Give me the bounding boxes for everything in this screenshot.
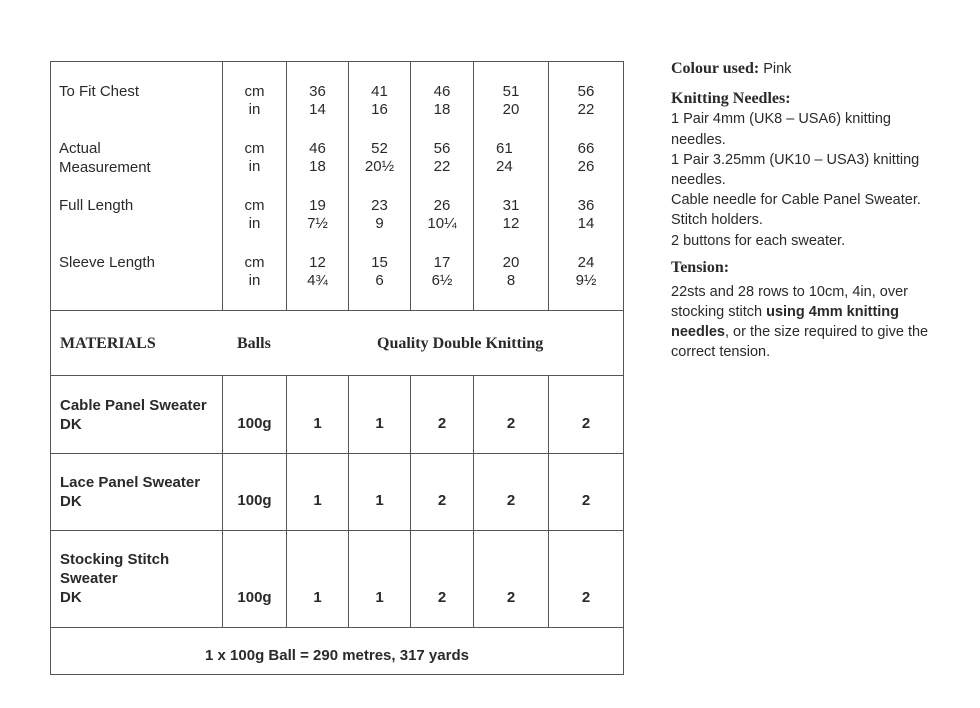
unit-in: in [248, 272, 261, 289]
size-value: 46 [309, 140, 326, 157]
colour-label: Colour used: [671, 60, 760, 77]
ball-count: 1 [375, 589, 384, 606]
size-value: 6½ [431, 272, 453, 289]
materials-heading: MATERIALS [60, 335, 156, 352]
size-value: 19 [309, 197, 326, 214]
ball-weight: 100g [237, 415, 272, 432]
yarn-row-name: Sweater [60, 570, 118, 587]
size-value: 26 [433, 197, 451, 214]
yarn-row-name: Stocking Stitch [60, 551, 170, 568]
colour-value: Pink [763, 61, 792, 77]
ball-count: 2 [506, 492, 516, 509]
ball-count: 2 [581, 415, 591, 432]
tension-heading: Tension: [671, 259, 730, 276]
size-value: 66 [577, 140, 595, 157]
tension-line: 22sts and 28 rows to 10cm, 4in, over [671, 284, 908, 300]
balls-heading: Balls [237, 335, 271, 352]
unit-cm: cm [244, 83, 265, 100]
size-value: 36 [309, 83, 326, 100]
size-value: 15 [371, 254, 388, 271]
size-value: 24 [496, 158, 513, 175]
table-border-left [50, 61, 51, 675]
size-value: 24 [577, 254, 595, 271]
size-value: 56 [433, 140, 451, 157]
ball-count: 2 [506, 415, 516, 432]
size-value: 12 [502, 215, 520, 232]
needles-line: needles. [671, 132, 726, 148]
tension-line [671, 322, 961, 342]
ball-count: 2 [437, 492, 447, 509]
size-value: 36 [577, 197, 595, 214]
size-value: 20 [502, 254, 520, 271]
needles-line: 1 Pair 3.25mm (UK10 – USA3) knitting [671, 152, 920, 168]
size-value: 51 [502, 83, 520, 100]
row-label: Measurement [59, 159, 151, 176]
row-label: Actual [59, 140, 101, 157]
row-label: Sleeve Length [59, 254, 155, 271]
size-value: 20½ [364, 158, 395, 175]
yardage-note: 1 x 100g Ball = 290 metres, 317 yards [205, 647, 469, 664]
table-divider [50, 627, 624, 628]
needles-line: needles. [671, 172, 726, 188]
size-value: 8 [506, 272, 516, 289]
size-value: 10¼ [427, 215, 457, 232]
size-value: 52 [371, 140, 388, 157]
size-value: 14 [577, 215, 595, 232]
ball-weight: 100g [237, 492, 272, 509]
ball-count: 1 [313, 492, 322, 509]
size-value: 14 [309, 101, 326, 118]
size-value: 46 [433, 83, 451, 100]
ball-count: 2 [506, 589, 516, 606]
yarn-row-name: Cable Panel Sweater [60, 397, 207, 414]
unit-cm: cm [244, 140, 265, 157]
size-value: 22 [433, 158, 451, 175]
size-value: 61 [496, 140, 513, 157]
unit-in: in [248, 215, 261, 232]
tension-text [671, 282, 961, 360]
ball-count: 2 [581, 492, 591, 509]
needles-line: 1 Pair 4mm (UK8 – USA6) knitting [671, 111, 891, 127]
ball-count: 1 [313, 415, 322, 432]
size-value: 56 [577, 83, 595, 100]
needles-heading: Knitting Needles: [671, 90, 791, 107]
table-divider [50, 310, 624, 311]
row-label: Full Length [59, 197, 134, 214]
table-divider [50, 375, 624, 376]
tension-text-bold: needles [671, 324, 725, 340]
needles-line: Cable needle for Cable Panel Sweater. [671, 192, 921, 208]
table-border-right [623, 61, 624, 675]
ball-weight: 100g [237, 589, 272, 606]
table-divider [50, 453, 624, 454]
colour-line [671, 59, 961, 79]
ball-count: 2 [437, 415, 447, 432]
size-value: 9 [375, 215, 384, 232]
size-value: 22 [577, 101, 595, 118]
tension-line: correct tension. [671, 344, 771, 360]
size-value: 4¾ [307, 272, 328, 289]
ball-count: 1 [313, 589, 322, 606]
unit-in: in [248, 101, 261, 118]
size-value: 7½ [307, 215, 328, 232]
yarn-row-name: DK [60, 493, 82, 510]
ball-count: 2 [437, 589, 447, 606]
size-value: 16 [371, 101, 388, 118]
needles-line: Stitch holders. [671, 212, 763, 228]
unit-cm: cm [244, 254, 265, 271]
ball-count: 1 [375, 415, 384, 432]
unit-cm: cm [244, 197, 265, 214]
size-value: 18 [433, 101, 451, 118]
tension-text-normal: , or the size required to give the [725, 324, 929, 340]
size-value: 41 [371, 83, 388, 100]
table-divider [50, 530, 624, 531]
yarn-row-name: DK [60, 589, 82, 606]
table-border-top [50, 61, 624, 62]
yarn-row-name: Lace Panel Sweater [60, 474, 201, 491]
size-value: 31 [502, 197, 520, 214]
tension-text-normal: stocking stitch [671, 304, 767, 320]
unit-in: in [248, 158, 261, 175]
size-value: 6 [375, 272, 384, 289]
tension-line [671, 302, 961, 322]
quality-heading: Quality Double Knitting [377, 335, 544, 352]
row-label: To Fit Chest [59, 83, 140, 100]
yarn-row-name: DK [60, 416, 82, 433]
size-value: 23 [371, 197, 388, 214]
tension-text-bold: using 4mm knitting [766, 304, 900, 320]
size-value: 12 [309, 254, 326, 271]
size-value: 17 [433, 254, 451, 271]
size-value: 18 [309, 158, 326, 175]
size-value: 20 [502, 101, 520, 118]
size-value: 26 [577, 158, 595, 175]
size-value: 9½ [575, 272, 597, 289]
needles-line: 2 buttons for each sweater. [671, 233, 846, 249]
table-border-bottom [50, 674, 624, 675]
ball-count: 1 [375, 492, 384, 509]
ball-count: 2 [581, 589, 591, 606]
